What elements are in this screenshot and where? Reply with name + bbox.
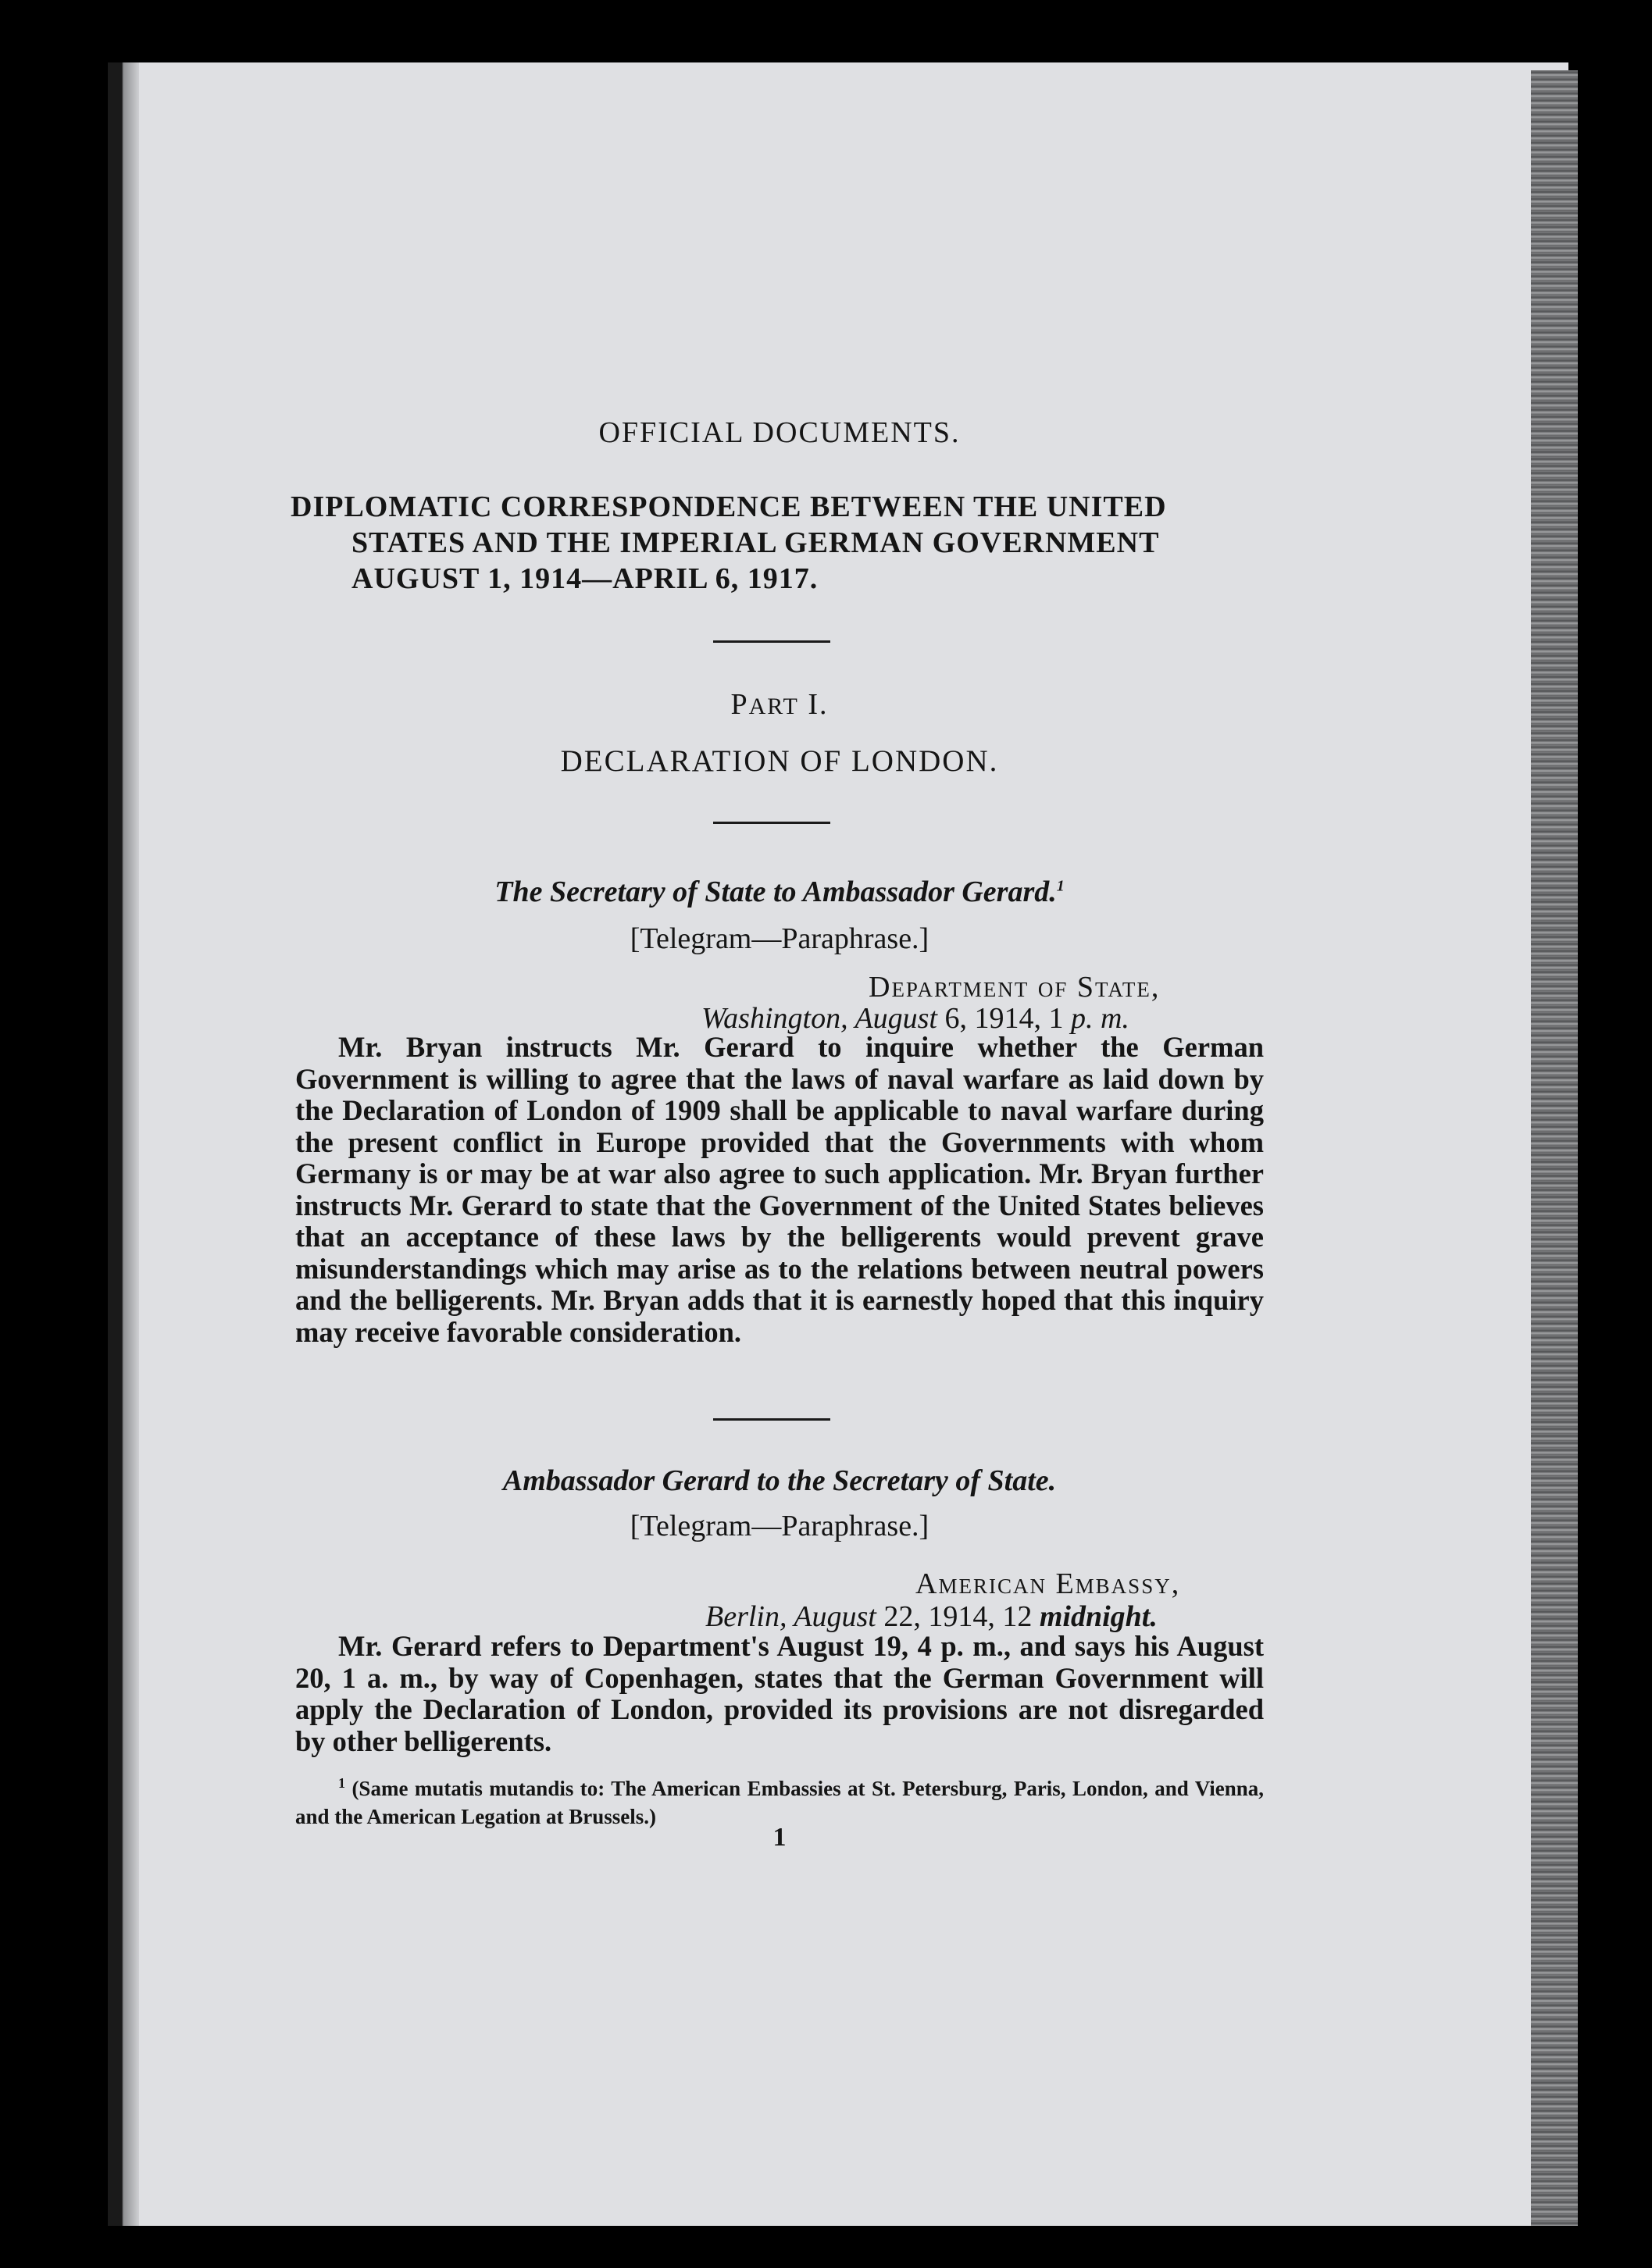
page-gutter-shadow bbox=[108, 62, 139, 2226]
divider-rule bbox=[713, 1418, 830, 1421]
footnote-reference: 1 bbox=[1056, 877, 1065, 895]
divider-rule bbox=[713, 640, 830, 643]
divider-rule bbox=[713, 822, 830, 824]
part-prefix-cap: P bbox=[730, 688, 749, 721]
doc2-office: American Embassy, bbox=[915, 1567, 1181, 1600]
doc1-body: Mr. Bryan instructs Mr. Gerard to inquire whether the German Government is willing to agree that the laws of naval warfare as laid down by the Declaration of London of 1909 shall be applicable to naval warfare during the present conflict in Europe provided that the Governments with whom Germany is or may be at war also agree to such application. Mr. Bryan further instructs Mr. Gerard to state that the Government of the United States believes that an acceptance of these laws by the belligerents would prevent grave misunderstandings which may arise as to the relations between neutral powers and the belligerents. Mr. Bryan adds that it is earnestly hoped that this inquiry may receive favorable consideration. bbox=[295, 1031, 1264, 1348]
doc1-office: Department of State, bbox=[869, 971, 1161, 1004]
doc2-body: Mr. Gerard refers to Department's August 19, 4 p. m., and says his August 20, 1 a. m., by way of Copenhagen, states that the German Government will apply the Declaration of London, provided its provisions are not disregarded by other belligerents. bbox=[295, 1630, 1264, 1757]
doc2-heading: Ambassador Gerard to the Secretary of State. bbox=[502, 1464, 1057, 1497]
document-title bbox=[291, 489, 1275, 597]
title-line-3: AUGUST 1, 1914—APRIL 6, 1917. bbox=[351, 562, 819, 595]
part-numeral: I. bbox=[798, 688, 829, 721]
doc1-dateline: Washington, August 6, 1914, 1 p. m. bbox=[701, 1002, 1129, 1035]
page-number: 1 bbox=[772, 1823, 787, 1852]
footnote: $^1$ (Same mutatis mutandis to: The American Embassies at St. Petersburg, Paris, London, and Vienna, and the American Legation at Brussels.) bbox=[295, 1775, 1264, 1828]
doc1-heading: The Secretary of State to Ambassador Gerard.$^1$ bbox=[494, 875, 1065, 908]
page-heading: OFFICIAL DOCUMENTS. bbox=[598, 416, 961, 449]
doc1-telegram-type: [Telegram—Paraphrase.] bbox=[630, 922, 929, 955]
part-heading bbox=[295, 687, 1264, 722]
doc2-telegram-type: [Telegram—Paraphrase.] bbox=[630, 1510, 929, 1542]
title-line-2: STATES AND THE IMPERIAL GERMAN GOVERNMENT bbox=[351, 526, 1160, 559]
title-line-1: DIPLOMATIC CORRESPONDENCE BETWEEN THE UNITED bbox=[291, 490, 1167, 523]
page-fore-edge bbox=[1531, 70, 1578, 2226]
part-prefix-rest: ART bbox=[748, 694, 799, 719]
doc2-dateline: Berlin, August 22, 1914, 12 midnight. bbox=[705, 1600, 1158, 1633]
section-title: DECLARATION OF LONDON. bbox=[560, 744, 999, 778]
